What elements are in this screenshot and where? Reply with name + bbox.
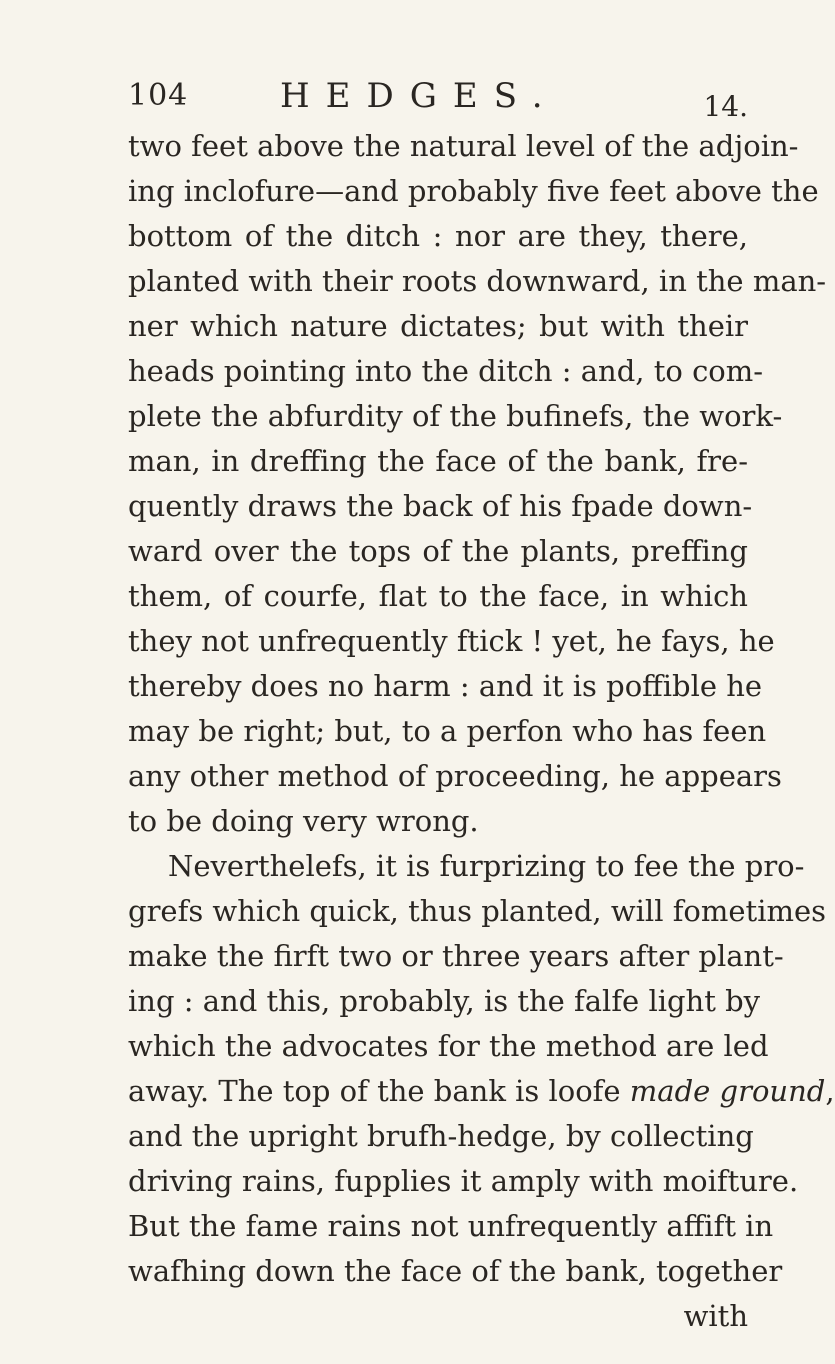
text-line: man, in dreffing the face of the bank, fre- (128, 444, 748, 478)
text-line: planted with their roots downward, in the man- (128, 264, 827, 298)
text-line: ner which nature dictates; but with their (128, 309, 748, 343)
text-line: thereby does no harm : and it is poffible he (128, 669, 763, 703)
text-segment: away. The top of the bank is loofe (128, 1074, 630, 1108)
text-line: ing inclofure—and probably five feet above the (128, 174, 819, 208)
text-line: they not unfrequently ftick ! yet, he fays, he (128, 624, 775, 658)
text-line: them, of courfe, flat to the face, in which (128, 579, 748, 613)
text-line: quently draws the back of his fpade down- (128, 489, 753, 523)
text-line: grefs which quick, thus planted, will fometimes (128, 894, 827, 928)
text-line: to be doing very wrong. (128, 804, 479, 838)
catchword: with (683, 1299, 748, 1333)
text-segment: , (825, 1074, 835, 1108)
page-header (128, 68, 748, 128)
text-line: ward over the tops of the plants, preffing (128, 534, 748, 568)
text-line: any other method of proceeding, he appears (128, 759, 782, 793)
page-number: 104 (128, 78, 189, 113)
text-line: which the advocates for the method are led (128, 1029, 769, 1063)
text-line: bottom of the ditch : nor are they, there, (128, 219, 748, 253)
text-line: plete the abfurdity of the bufinefs, the work- (128, 399, 783, 433)
text-line-made-ground (128, 1073, 835, 1109)
text-line: driving rains, fupplies it amply with moifture. (128, 1164, 799, 1198)
text-line: heads pointing into the ditch : and, to com- (128, 354, 764, 388)
paragraph-start-line: Neverthelefs, it is furprizing to fee the pro- (168, 849, 805, 883)
text-line: But the fame rains not unfrequently affift in (128, 1209, 774, 1243)
text-line: may be right; but, to a perfon who has feen (128, 714, 767, 748)
text-line: ing : and this, probably, is the falfe light by (128, 984, 761, 1018)
running-title: HEDGES. (280, 76, 559, 116)
text-line: make the firft two or three years after plant- (128, 939, 784, 973)
signature-mark: 14. (703, 90, 748, 123)
text-line: and the upright brufh-hedge, by collecting (128, 1119, 754, 1153)
text-line: wafhing down the face of the bank, together (128, 1254, 783, 1288)
text-line: two feet above the natural level of the adjoin- (128, 129, 799, 163)
italic-phrase: made ground (629, 1074, 826, 1108)
